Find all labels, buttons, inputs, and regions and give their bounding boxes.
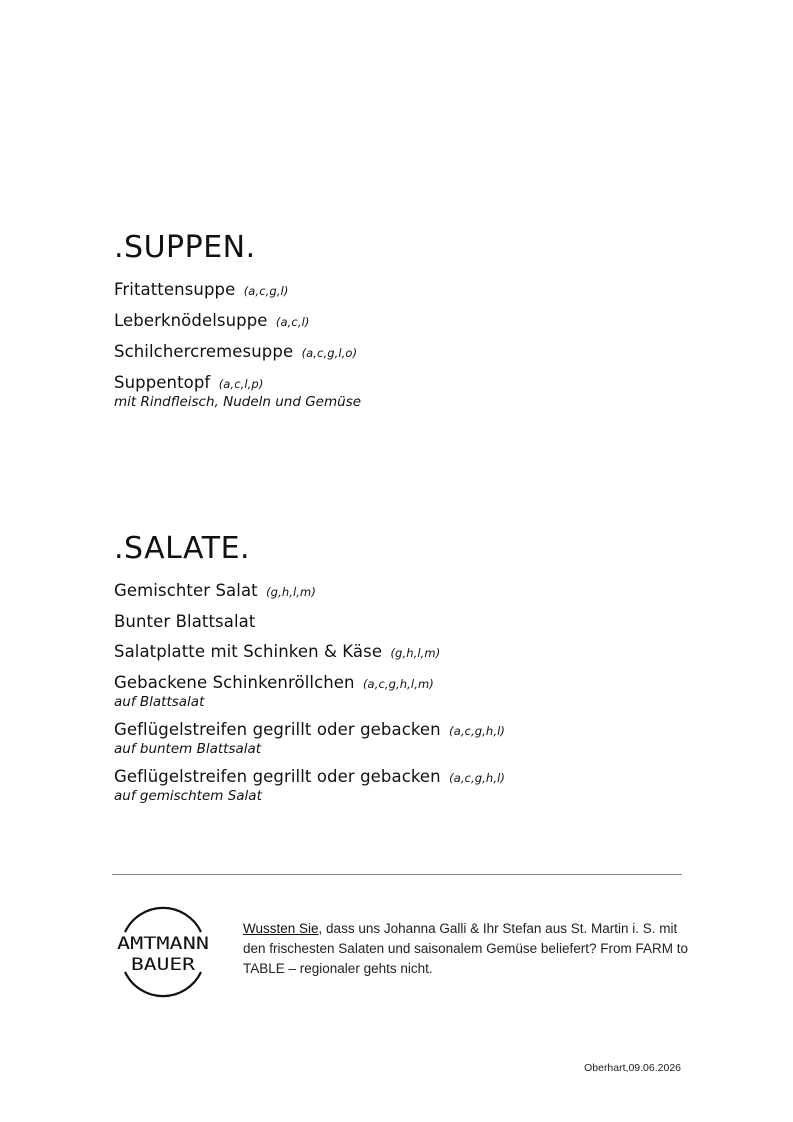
dish-name: Gebackene Schinkenröllchen bbox=[114, 673, 355, 692]
menu-item bbox=[114, 767, 694, 804]
section-salate bbox=[114, 531, 694, 814]
menu-item bbox=[114, 280, 694, 301]
logo-text-line1: AMTMANN bbox=[117, 934, 209, 954]
menu-item bbox=[114, 720, 694, 757]
note-text: , dass uns Johanna Galli & Ihr Stefan aus St. Martin i. S. mit den frischesten Salaten und saisonalem Gemüse beliefert? From FARM to TABLE – regionaler gehts nicht. bbox=[243, 921, 688, 976]
menu-item bbox=[114, 342, 694, 363]
section-title: .SALATE. bbox=[114, 531, 251, 566]
dish-name: Fritattensuppe bbox=[114, 280, 236, 299]
dish-description: mit Rindfleisch, Nudeln und Gemüse bbox=[114, 394, 362, 410]
allergen-codes: (a,c,g,l,o) bbox=[301, 346, 358, 360]
allergen-codes: (a,c,g,h,l) bbox=[449, 724, 505, 738]
note-lead: Wussten Sie bbox=[243, 921, 319, 936]
amtmann-bauer-logo bbox=[113, 902, 213, 1002]
allergen-codes: (a,c,g,l) bbox=[243, 284, 289, 298]
footer-date: Oberhart,09.06.2026 bbox=[584, 1062, 681, 1074]
menu-item bbox=[114, 311, 694, 332]
section-title: .SUPPEN. bbox=[114, 230, 256, 265]
dish-name: Geflügelstreifen gegrillt oder gebacken bbox=[114, 720, 441, 739]
dish-name: Schilchercremesuppe bbox=[114, 342, 294, 361]
dish-name: Salatplatte mit Schinken & Käse bbox=[114, 642, 383, 661]
menu-items bbox=[114, 581, 694, 804]
dish-description: auf buntem Blattsalat bbox=[114, 741, 262, 757]
menu-item bbox=[114, 612, 694, 632]
dish-name: Geflügelstreifen gegrillt oder gebacken bbox=[114, 767, 441, 786]
menu-item bbox=[114, 642, 694, 663]
allergen-codes: (a,c,g,h,l) bbox=[449, 771, 505, 785]
dish-name: Bunter Blattsalat bbox=[114, 612, 256, 631]
info-note bbox=[243, 919, 693, 979]
dish-description: auf Blattsalat bbox=[114, 694, 205, 710]
menu-item bbox=[114, 373, 694, 410]
dish-name: Suppentopf bbox=[114, 373, 211, 392]
section-suppen bbox=[114, 230, 694, 420]
logo-text-line2: BAUER bbox=[131, 955, 196, 975]
allergen-codes: (a,c,g,h,l,m) bbox=[362, 677, 434, 691]
allergen-codes: (g,h,l,m) bbox=[390, 646, 441, 660]
allergen-codes: (g,h,l,m) bbox=[266, 585, 316, 599]
divider bbox=[112, 874, 682, 875]
allergen-codes: (a,c,l) bbox=[275, 315, 310, 329]
menu-item bbox=[114, 581, 694, 602]
menu-item bbox=[114, 673, 694, 710]
dish-name: Gemischter Salat bbox=[114, 581, 258, 600]
dish-name: Leberknödelsuppe bbox=[114, 311, 268, 330]
menu-items bbox=[114, 280, 694, 410]
dish-description: auf gemischtem Salat bbox=[114, 788, 262, 804]
allergen-codes: (a,c,l,p) bbox=[218, 377, 264, 391]
